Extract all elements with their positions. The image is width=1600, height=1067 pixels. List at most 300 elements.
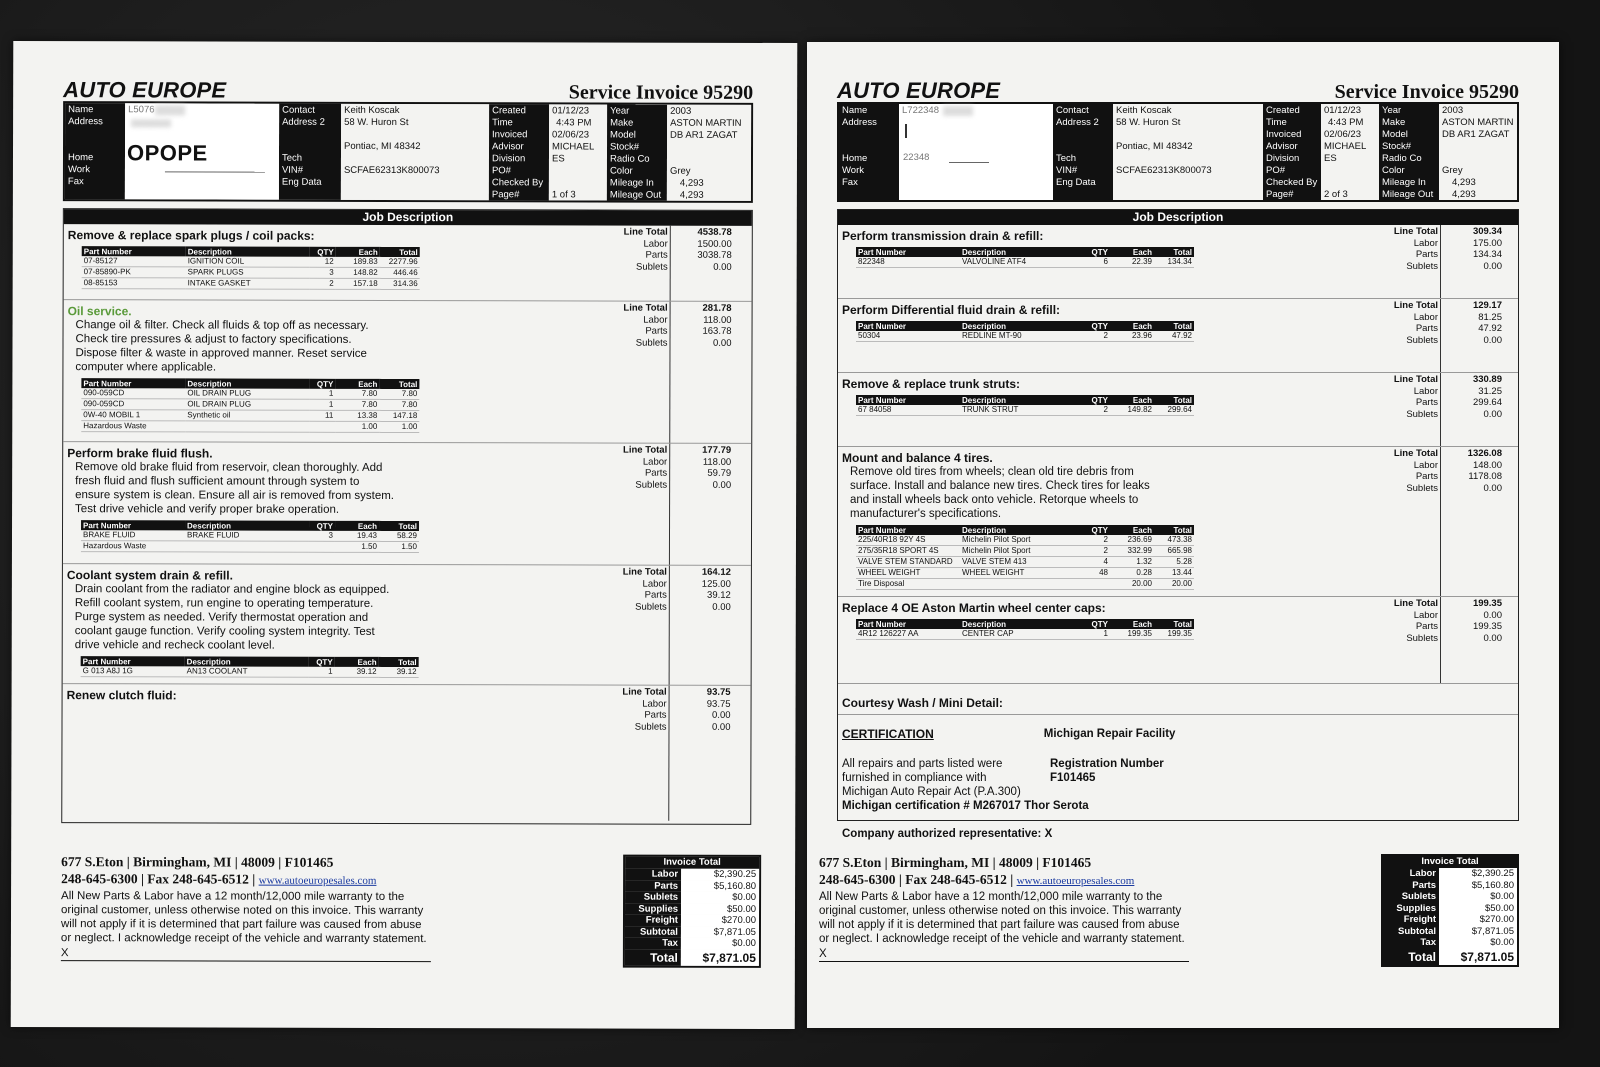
year-value: 2003 xyxy=(670,105,692,117)
table-cell: 47.92 xyxy=(1154,331,1194,342)
vin-value: SCFAE62313K800073 xyxy=(1116,165,1212,176)
parts-table-header: Description xyxy=(960,247,1084,257)
label-name: Name xyxy=(68,104,94,116)
job-totals-values xyxy=(667,303,731,349)
totals-value: 330.89 xyxy=(1472,374,1502,385)
table-row xyxy=(856,331,1194,342)
parts-table-header: Part Number xyxy=(856,395,960,405)
table-cell: 1.32 xyxy=(1110,557,1154,568)
city-value: Pontiac, MI 48342 xyxy=(1116,141,1193,152)
table-cell: VALVE STEM 413 xyxy=(960,557,1084,568)
totals-value: 0.00 xyxy=(1483,260,1502,272)
authorized-representative: Company authorized representative: X xyxy=(842,828,1053,840)
invoice-total-row xyxy=(625,938,759,950)
table-cell: CENTER CAP xyxy=(960,629,1084,640)
totals-value: 118.00 xyxy=(703,314,732,326)
table-row xyxy=(856,535,1194,546)
label-stock: Stock# xyxy=(1382,141,1412,152)
invoice-total-row xyxy=(1383,868,1517,880)
table-cell xyxy=(309,541,335,552)
totals-label: Parts xyxy=(1415,323,1438,334)
parts-table-header: Total xyxy=(1154,619,1194,629)
mileage-out-value: 4,293 xyxy=(679,189,704,201)
table-cell: VALVE STEM STANDARD xyxy=(856,557,960,568)
table-cell: G 013 A8J 1G xyxy=(81,666,185,677)
label-contact: Contact xyxy=(1056,105,1089,116)
totals-label: Parts xyxy=(1415,249,1438,260)
totals-label: Line Total xyxy=(1393,598,1438,609)
job-totals-labels xyxy=(1386,300,1438,346)
job-description-line: surface. Install and balance new tires. Check tires for leaks xyxy=(850,480,1150,492)
contact-labels xyxy=(279,104,341,200)
job-totals-labels xyxy=(1386,374,1438,420)
job-item xyxy=(63,564,751,686)
parts-table-header: Each xyxy=(1110,321,1154,331)
advisor-value: MICHAEL xyxy=(552,141,595,153)
job-description-line: Remove old tires from wheels; clean old tire debris from xyxy=(850,466,1134,478)
shop-address: 677 S.Eton | Birmingham, MI | 48009 | F101465 xyxy=(819,855,1092,870)
parts-table xyxy=(81,378,419,433)
invoice-total-label: Parts xyxy=(625,880,681,892)
grand-total-value: $7,871.05 xyxy=(1439,949,1517,965)
parts-table-header: Each xyxy=(1110,619,1154,629)
table-cell: 11 xyxy=(309,410,335,421)
job-description-line: and install wheels back onto vehicle. Retorque wheels to xyxy=(850,494,1139,506)
invoice-total-label: Subtotal xyxy=(625,926,681,938)
job-totals xyxy=(615,445,731,491)
label-model: Model xyxy=(610,129,636,141)
model-value: DB AR1 ZAGAT xyxy=(1442,129,1510,140)
table-row xyxy=(856,257,1194,268)
parts-table-header: Total xyxy=(1154,321,1194,331)
table-cell: 299.64 xyxy=(1154,405,1194,416)
job-description-line: ensure system is clean. Ensure all air is removed from system. xyxy=(75,489,395,502)
parts-table-header: Each xyxy=(1110,525,1154,535)
totals-value: 4538.78 xyxy=(697,226,732,238)
table-cell: 07-85890-PK xyxy=(82,267,186,278)
totals-value: 81.25 xyxy=(1478,311,1502,323)
totals-value: 93.75 xyxy=(706,686,731,698)
label-tech: Tech xyxy=(281,152,303,164)
job-title: Renew clutch fluid: xyxy=(66,688,177,703)
label-division: Division xyxy=(491,153,526,165)
table-cell: 1.50 xyxy=(379,541,419,552)
job-totals xyxy=(1386,448,1502,494)
totals-label: Parts xyxy=(644,467,668,479)
table-row xyxy=(81,410,419,422)
courtesy-title: Courtesy Wash / Mini Detail: xyxy=(842,696,1003,710)
invoice-total-row xyxy=(1383,914,1517,926)
contact-values xyxy=(341,104,489,200)
grand-total-value: $7,871.05 xyxy=(681,949,759,965)
label-address2: Address 2 xyxy=(282,116,325,128)
totals-label: Labor xyxy=(1413,385,1438,397)
job-item xyxy=(62,684,750,821)
table-cell: 665.98 xyxy=(1154,546,1194,557)
totals-value: 175.00 xyxy=(1472,237,1502,249)
city-value: Pontiac, MI 48342 xyxy=(344,140,421,153)
totals-value: 3038.78 xyxy=(697,249,732,261)
job-item xyxy=(838,597,1518,683)
label-home: Home xyxy=(67,152,94,164)
label-address2: Address 2 xyxy=(1056,117,1099,128)
invoice-total-label: Parts xyxy=(1383,880,1439,892)
job-description-line: Change oil & filter. Check all fluids & top off as necessary. xyxy=(75,319,369,332)
parts-table-header: Part Number xyxy=(856,525,960,535)
table-cell: 090-059CD xyxy=(81,399,185,410)
contact-value: Keith Koscak xyxy=(344,104,400,116)
make-value: ASTON MARTIN xyxy=(670,117,742,129)
job-totals xyxy=(1386,300,1502,346)
invoice-total-value: $0.00 xyxy=(681,892,759,904)
table-cell: 0.28 xyxy=(1110,568,1154,579)
signature-line: X xyxy=(61,947,431,962)
totals-value: 118.00 xyxy=(702,456,732,468)
parts-table xyxy=(856,395,1194,416)
invoice-total-heading: Invoice Total xyxy=(1383,856,1517,868)
website-link[interactable]: www.autoeuropesales.com xyxy=(1016,875,1135,887)
table-cell: 48 xyxy=(1084,568,1110,579)
label-eng-data: Eng Data xyxy=(1056,177,1096,188)
label-work: Work xyxy=(67,164,90,176)
invoice-footer xyxy=(819,854,1519,962)
parts-table xyxy=(856,525,1194,590)
table-cell: 2 xyxy=(1084,405,1110,416)
label-eng-data: Eng Data xyxy=(281,176,322,188)
parts-table-header: Each xyxy=(335,657,379,667)
job-description-line: Purge system as needed. Verify thermostat operation and xyxy=(74,611,369,624)
job-totals-values xyxy=(1438,226,1502,272)
table-row xyxy=(81,541,419,553)
table-cell: 39.12 xyxy=(379,667,419,678)
table-cell: 20.00 xyxy=(1110,579,1154,590)
totals-label: Line Total xyxy=(622,566,667,578)
invoiced-value: 02/06/23 xyxy=(552,129,590,141)
label-mileage-in: Mileage In xyxy=(609,177,654,189)
job-totals xyxy=(614,687,730,733)
table-cell: 7.80 xyxy=(379,389,419,400)
make-value: ASTON MARTIN xyxy=(1442,117,1514,128)
totals-label: Line Total xyxy=(1393,374,1438,385)
job-list xyxy=(62,224,752,821)
totals-value: 199.35 xyxy=(1472,621,1502,632)
invoice-total-row xyxy=(625,892,759,904)
parts-table-header: QTY xyxy=(1084,247,1110,257)
contact-values xyxy=(1113,104,1263,200)
table-cell: OIL DRAIN PLUG xyxy=(185,399,309,410)
customer-values-redacted xyxy=(899,104,1053,200)
job-title: Perform Differential fluid drain & refill: xyxy=(842,303,1061,317)
parts-table-header: Part Number xyxy=(856,247,960,257)
table-cell: BRAKE FLUID xyxy=(185,530,309,541)
job-description xyxy=(838,465,1178,521)
contact-value: Keith Koscak xyxy=(1116,105,1172,116)
table-cell: Michelin Pilot Sport xyxy=(960,535,1084,546)
label-po: PO# xyxy=(1266,165,1286,176)
parts-table-header: Description xyxy=(185,378,309,388)
invoice-total-row xyxy=(1383,891,1517,903)
table-row xyxy=(856,557,1194,568)
parts-table-header: Each xyxy=(335,521,379,531)
parts-table-header: Part Number xyxy=(82,246,186,256)
mileage-out-value: 4,293 xyxy=(1452,189,1476,200)
totals-label: Parts xyxy=(645,249,668,261)
job-totals-values xyxy=(1438,448,1502,494)
redacted-handwriting: OPOPE xyxy=(126,140,208,166)
invoice-total-value: $5,160.80 xyxy=(681,880,759,892)
table-cell: IGNITION COIL xyxy=(186,256,310,267)
label-po: PO# xyxy=(491,165,511,177)
label-checked-by: Checked By xyxy=(491,177,544,189)
table-row xyxy=(856,405,1194,416)
totals-label: Sublets xyxy=(1406,632,1438,644)
totals-label: Sublets xyxy=(1406,334,1438,346)
table-cell xyxy=(1084,579,1110,590)
invoice-total-label: Tax xyxy=(1383,937,1439,949)
table-cell: 08-85153 xyxy=(82,278,186,289)
table-cell: 1 xyxy=(309,399,335,410)
totals-label: Parts xyxy=(644,589,667,601)
label-fax: Fax xyxy=(842,177,858,188)
table-cell: 199.35 xyxy=(1154,629,1194,640)
label-page: Page# xyxy=(1266,189,1294,200)
invoice-total-value: $270.00 xyxy=(1439,914,1517,926)
job-description-box xyxy=(837,209,1519,840)
cert-text-line: furnished in compliance with xyxy=(842,772,987,784)
table-cell: 446.46 xyxy=(380,267,420,278)
totals-value: 39.12 xyxy=(707,589,731,601)
table-cell: REDLINE MT-90 xyxy=(960,331,1084,342)
table-cell: 50304 xyxy=(856,331,960,342)
table-cell: 236.69 xyxy=(1110,535,1154,546)
address2-value: 58 W. Huron St xyxy=(344,116,409,129)
label-vin: VIN# xyxy=(281,164,304,176)
table-cell: OIL DRAIN PLUG xyxy=(185,388,309,399)
parts-table-header: Total xyxy=(1154,525,1194,535)
job-description-line: coolant gauge function. Verify cooling system integrity. Test xyxy=(74,625,375,638)
totals-value: 281.78 xyxy=(702,302,732,314)
label-address: Address xyxy=(68,116,103,128)
table-cell: 39.12 xyxy=(335,667,379,678)
table-cell: 5.28 xyxy=(1154,557,1194,568)
job-totals-labels xyxy=(1386,598,1438,644)
totals-label: Labor xyxy=(1413,311,1438,323)
invoice-total-label: Freight xyxy=(1383,914,1439,926)
label-home: Home xyxy=(842,153,868,164)
totals-label: Parts xyxy=(1415,621,1438,632)
job-totals xyxy=(615,567,731,613)
label-advisor: Advisor xyxy=(492,141,524,153)
time-value: 4:43 PM xyxy=(556,117,592,129)
table-cell: 2277.96 xyxy=(380,257,420,268)
table-cell: 13.44 xyxy=(1154,568,1194,579)
registration-label: Registration Number xyxy=(1050,758,1164,770)
invoice-page-2 xyxy=(807,42,1559,1028)
customer-labels xyxy=(839,104,899,200)
label-invoiced: Invoiced xyxy=(492,129,528,141)
label-name: Name xyxy=(842,105,868,116)
job-item xyxy=(838,225,1518,299)
invoice-total-value: $2,390.25 xyxy=(681,869,759,881)
totals-label: Parts xyxy=(1415,471,1438,482)
parts-table-header: Total xyxy=(1154,247,1194,257)
table-cell: 822348 xyxy=(856,257,960,268)
job-totals xyxy=(1386,598,1502,644)
label-model: Model xyxy=(1382,129,1408,140)
invoice-total-label: Subtotal xyxy=(1383,926,1439,938)
job-totals xyxy=(616,227,732,273)
job-description xyxy=(63,582,403,653)
vehicle-labels xyxy=(607,105,667,201)
table-row xyxy=(81,666,419,677)
table-cell: Michelin Pilot Sport xyxy=(960,546,1084,557)
totals-value: 31.25 xyxy=(1478,385,1502,397)
job-totals-values xyxy=(1438,300,1502,346)
invoice-meta-values xyxy=(1321,104,1379,200)
invoice-total-label: Supplies xyxy=(625,903,681,915)
parts-table xyxy=(856,321,1194,342)
table-row xyxy=(856,629,1194,640)
invoice-meta-labels xyxy=(1263,104,1321,200)
invoice-total-row xyxy=(625,926,759,938)
warranty-statement: All New Parts & Labor have a 12 month/12,000 mile warranty to the original customer, unless otherwise noted on this invoice. This warranty will not apply if it is determined that part failure was caused from abuse or neglect. I acknowledge receipt of the vehicle and warranty statement. xyxy=(60,890,427,946)
totals-label: Labor xyxy=(642,698,667,710)
totals-value: 0.00 xyxy=(712,479,732,491)
invoice-total-value: $2,390.25 xyxy=(1439,868,1517,880)
contact-labels xyxy=(1053,104,1113,200)
table-cell: 314.36 xyxy=(380,278,420,289)
label-year: Year xyxy=(610,105,630,117)
table-cell: 1 xyxy=(309,667,335,678)
table-cell: 275/35R18 SPORT 4S xyxy=(856,546,960,557)
label-time: Time xyxy=(492,117,513,129)
parts-table-header: Description xyxy=(960,395,1084,405)
totals-value: 299.64 xyxy=(1472,397,1502,408)
totals-value: 1178.08 xyxy=(1468,471,1502,482)
parts-table xyxy=(82,246,420,290)
invoice-total-heading: Invoice Total xyxy=(625,857,759,869)
invoice-total-row xyxy=(1383,903,1517,915)
invoice-grand-total xyxy=(1383,949,1517,965)
customer-values-redacted xyxy=(125,103,279,199)
redaction xyxy=(155,105,185,115)
table-cell: 225/40R18 92Y 4S xyxy=(856,535,960,546)
job-description-line: computer where applicable. xyxy=(75,361,217,374)
division-value: ES xyxy=(1324,153,1337,164)
totals-label: Parts xyxy=(645,325,668,337)
table-cell: 20.00 xyxy=(1154,579,1194,590)
table-cell: Tire Disposal xyxy=(856,579,960,590)
table-cell: 22.39 xyxy=(1110,257,1154,268)
table-cell: VALVOLINE ATF4 xyxy=(960,257,1084,268)
invoice-total-value: $5,160.80 xyxy=(1439,880,1517,892)
totals-label: Line Total xyxy=(1393,448,1438,459)
job-totals-values xyxy=(667,445,731,491)
vin-value: SCFAE62313K800073 xyxy=(343,164,440,177)
table-cell: 1.00 xyxy=(335,421,379,432)
website-link[interactable]: www.autoeuropesales.com xyxy=(258,874,377,887)
job-description-box xyxy=(61,208,753,825)
totals-value: 1326.08 xyxy=(1467,448,1502,459)
page-value: 1 of 3 xyxy=(551,189,576,201)
totals-label: Line Total xyxy=(623,444,668,456)
invoice-total-value: $270.00 xyxy=(681,915,759,927)
parts-table-header: Part Number xyxy=(856,321,960,331)
table-row xyxy=(81,530,419,541)
grand-total-label: Total xyxy=(625,949,681,965)
totals-value: 0.00 xyxy=(713,261,732,273)
parts-table-header: Description xyxy=(960,619,1084,629)
table-cell: TRUNK STRUT xyxy=(960,405,1084,416)
page-value: 2 of 3 xyxy=(1324,189,1348,200)
parts-table-header: Each xyxy=(336,247,380,257)
job-totals-labels xyxy=(1386,226,1438,272)
job-title: Replace 4 OE Aston Martin wheel center caps: xyxy=(842,601,1106,615)
table-cell: WHEEL WEIGHT xyxy=(960,568,1084,579)
brand-logo: AUTO EUROPE xyxy=(63,77,227,103)
totals-value: 0.00 xyxy=(1483,334,1502,346)
table-cell: 7.80 xyxy=(335,389,379,400)
parts-table-header: Part Number xyxy=(81,378,185,388)
table-row xyxy=(856,546,1194,557)
label-advisor: Advisor xyxy=(1266,141,1298,152)
label-color: Color xyxy=(1382,165,1405,176)
totals-label: Line Total xyxy=(623,302,668,314)
totals-label: Line Total xyxy=(623,226,668,238)
invoice-total-value: $0.00 xyxy=(1439,891,1517,903)
table-cell: 189.83 xyxy=(336,257,380,268)
job-item xyxy=(64,224,752,302)
parts-table-header: Description xyxy=(186,246,310,256)
table-row xyxy=(81,399,419,411)
totals-value: 0.00 xyxy=(711,721,731,733)
table-cell: 1 xyxy=(1084,629,1110,640)
totals-label: Line Total xyxy=(1393,300,1438,311)
table-cell: 332.99 xyxy=(1110,546,1154,557)
invoice-total-row xyxy=(1383,926,1517,938)
job-title: Remove & replace trunk struts: xyxy=(842,377,1021,391)
totals-label: Sublets xyxy=(635,337,668,349)
totals-label: Labor xyxy=(642,578,667,590)
invoice-total-label: Tax xyxy=(625,938,681,950)
totals-value: 199.35 xyxy=(1472,598,1502,609)
label-fax: Fax xyxy=(67,176,84,188)
job-totals-labels xyxy=(615,567,667,613)
job-description-line: drive vehicle and recheck coolant level. xyxy=(74,639,275,652)
invoice-title: Service Invoice 95290 xyxy=(568,81,754,104)
parts-table-header: Description xyxy=(185,520,309,530)
job-totals-labels xyxy=(614,687,666,733)
job-totals-values xyxy=(1438,598,1502,644)
parts-table-header: QTY xyxy=(1084,619,1110,629)
table-cell: 19.43 xyxy=(335,531,379,542)
label-make: Make xyxy=(1382,117,1406,128)
table-cell xyxy=(960,579,1084,590)
totals-label: Sublets xyxy=(1406,408,1438,420)
parts-table-header: QTY xyxy=(1084,321,1110,331)
job-description xyxy=(63,460,403,517)
invoice-total-row xyxy=(625,915,759,927)
table-cell: 157.18 xyxy=(336,278,380,289)
totals-label: Sublets xyxy=(1406,482,1438,494)
totals-label: Sublets xyxy=(1406,260,1438,272)
job-description-line: manufacturer's specifications. xyxy=(850,508,1002,520)
totals-label: Line Total xyxy=(1393,226,1438,237)
invoice-total-box xyxy=(623,855,761,968)
job-description-line: Remove old brake fluid from reservoir, clean thoroughly. Add xyxy=(75,461,383,474)
invoice-footer xyxy=(61,853,761,963)
redaction xyxy=(943,106,973,116)
